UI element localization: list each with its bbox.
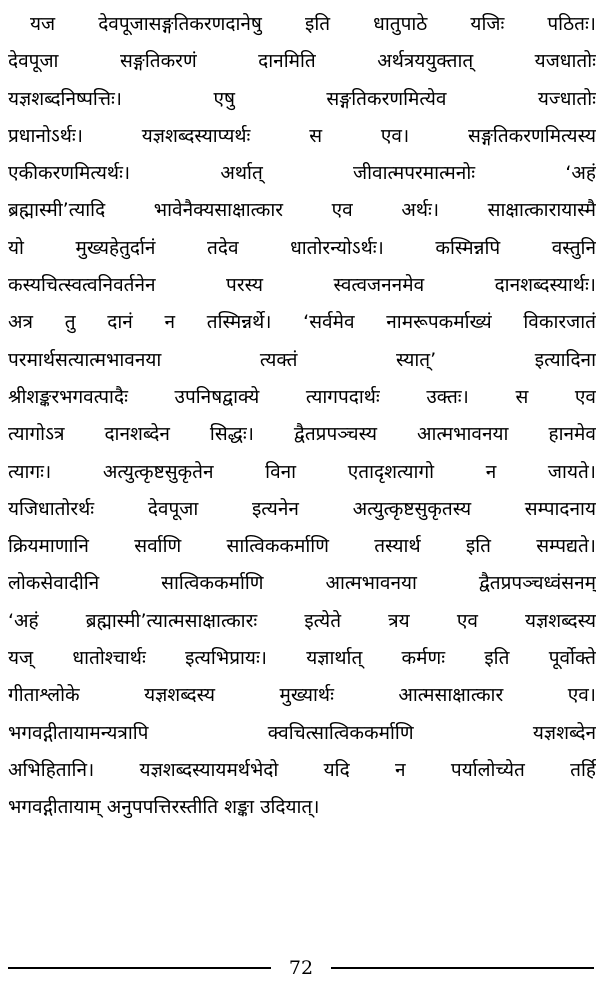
- footer-rule-right: [331, 967, 594, 969]
- text-line: यज् धातोश्चार्थः इत्यभिप्रायः। यज्ञार्थात् कर्मणः इति पूर्वोक्ते: [8, 647, 596, 670]
- text-line: एकीकरणमित्यर्थः। अर्थात् जीवात्मपरमात्मनोः ‘अहं: [8, 162, 596, 185]
- footer-rule-left: [8, 967, 271, 969]
- text-line: देवपूजा सङ्गतिकरणं दानमिति अर्थत्रययुक्तात् यजधातोः: [8, 50, 596, 73]
- text-line: अत्र तु दानं न तस्मिन्नर्थे। ‘सर्वमेव नामरूपकर्माख्यं विकारजातं: [8, 311, 596, 334]
- text-line: प्रधानोऽर्थः। यज्ञशब्दस्याप्यर्थः स एव। सङ्गतिकरणमित्यस्य: [8, 124, 596, 147]
- page-footer: [8, 954, 594, 982]
- text-line: परमार्थसत्यात्मभावनया त्यक्तं स्यात्’ इत्यादिना: [8, 348, 596, 371]
- text-line: अभिहितानि। यज्ञशब्दस्यायमर्थभेदो यदि न पर्यालोच्येत तर्हि: [8, 758, 596, 781]
- body-text: [8, 6, 596, 827]
- text-line: श्रीशङ्करभगवत्पादैः उपनिषद्वाक्ये त्यागपदार्थः उक्तः। स एव: [8, 385, 596, 408]
- text-line: ब्रह्मास्मी’त्यादि भावेनैक्यसाक्षात्कार एव अर्थः। साक्षात्कारायास्मै: [8, 199, 596, 222]
- text-line: यो मुख्यहेतुर्दानं तदेव धातोरन्योऽर्थः। कस्मिन्नपि वस्तुनि: [8, 236, 596, 259]
- text-line: भगवद्गीतायाम् अनुपपत्तिरस्तीति शङ्का उदियात्।: [8, 796, 320, 819]
- text-line: त्यागः। अत्युत्कृष्टसुकृतेन विना एतादृशत्यागो न जायते।: [8, 460, 596, 483]
- text-line: यजिधातोरर्थः देवपूजा इत्यनेन अत्युत्कृष्टसुकृतस्य सम्पादनाय: [8, 497, 596, 520]
- text-line: लोकसेवादीनि सात्विककर्माणि आत्मभावनया द्वैतप्रपञ्चध्वंसनम्: [8, 572, 596, 595]
- text-line: कस्यचित्स्वत्वनिवर्तनेन परस्य स्वत्वजननमेव दानशब्दस्यार्थः।: [8, 274, 596, 297]
- text-line: क्रियमाणानि सर्वाणि सात्विककर्माणि तस्यार्थ इति सम्पद्यते।: [8, 535, 596, 558]
- text-line: ‘अहं ब्रह्मास्मी’त्यात्मसाक्षात्कारः इत्येते त्रय एव यज्ञशब्दस्य: [8, 609, 596, 632]
- text-line: यज्ञशब्दनिष्पत्तिः। एषु सङ्गतिकरणमित्येव यज्धातोः: [8, 87, 596, 110]
- text-line: यज देवपूजासङ्गतिकरणदानेषु इति धातुपाठे यजिः पठितः।: [30, 13, 596, 35]
- text-line: गीताश्लोके यज्ञशब्दस्य मुख्यार्थः आत्मसाक्षात्कार एव।: [8, 684, 596, 707]
- page-number: 72: [288, 957, 314, 979]
- text-line: भगवद्गीतायामन्यत्रापि क्वचित्सात्विककर्माणि यज्ञशब्देन: [8, 721, 596, 744]
- text-line: त्यागोऽत्र दानशब्देन सिद्धः। द्वैतप्रपञ्चस्य आत्मभावनया हानमेव: [8, 423, 596, 446]
